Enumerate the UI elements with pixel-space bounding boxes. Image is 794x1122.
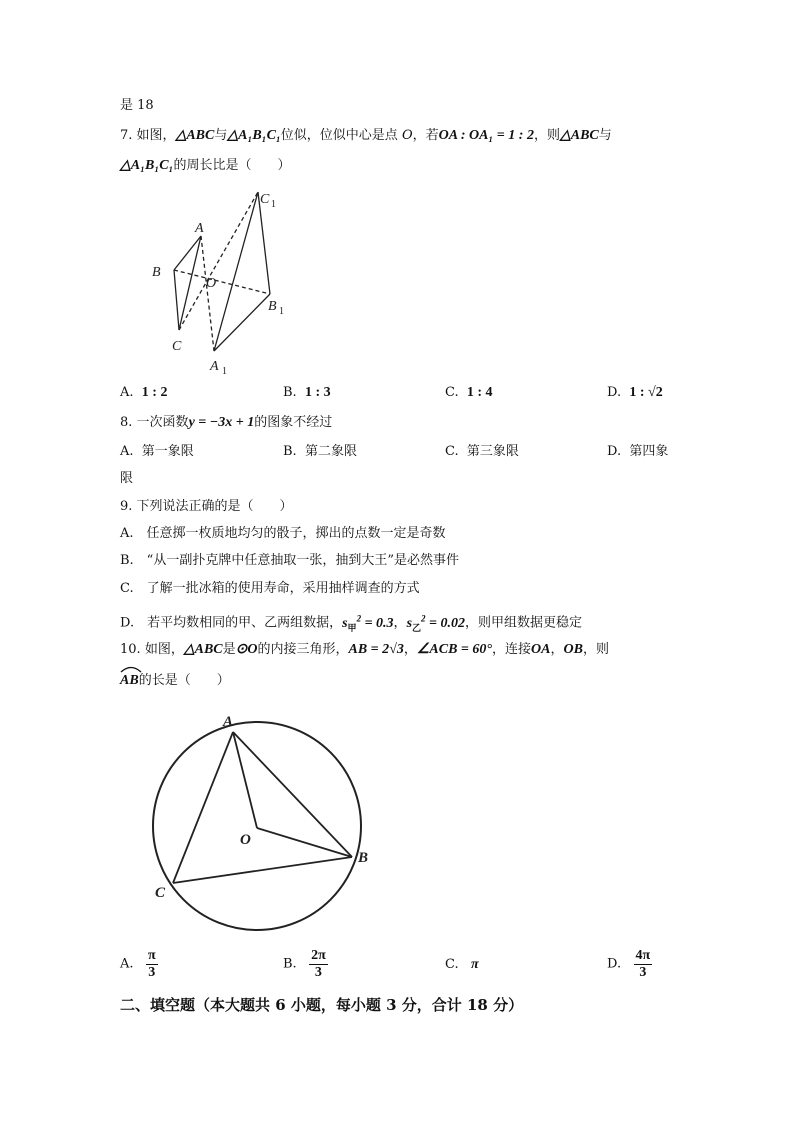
q8-option-b[interactable]	[283, 443, 357, 461]
q7-number: 7.	[120, 128, 133, 143]
label-c1-sub: 1	[271, 199, 276, 210]
label-a1-sub: 1	[222, 366, 227, 377]
triangle-a1b1c1: △A₁B₁C₁	[120, 158, 174, 173]
option-letter: D.	[607, 444, 622, 459]
variance-subscript: 乙	[412, 622, 422, 633]
triangle-abc: △ABC	[559, 128, 599, 143]
q8-number: 8.	[120, 415, 133, 430]
section-heading: 二、填空题（本大题共 6 小题，每小题 3 分，合计 18 分）	[120, 996, 524, 1014]
label-b: B	[152, 265, 161, 280]
variance-subscript: 甲	[347, 622, 357, 633]
q8-stem	[120, 414, 332, 432]
option-text: ，则甲组数据更稳定	[465, 615, 583, 631]
label-a: A	[195, 221, 204, 236]
option-fraction	[634, 948, 653, 981]
q10-number: 10.	[120, 642, 141, 657]
label-a1: A	[210, 359, 219, 374]
circle-o: ⊙O	[235, 642, 258, 657]
option-value: 第四象	[629, 444, 669, 459]
q9-option-d[interactable]	[120, 609, 582, 636]
option-letter: B.	[283, 956, 297, 972]
ab-length: AB = 2√3	[348, 642, 404, 657]
segment-ob: OB	[563, 642, 583, 657]
q10-option-a[interactable]	[120, 948, 158, 981]
q7-text: ，则	[533, 128, 560, 143]
option-letter: A.	[120, 444, 134, 459]
segment-bc	[174, 270, 179, 330]
option-letter: A.	[120, 956, 134, 972]
q10-text: 的长是（ ）	[138, 673, 230, 688]
label-o: O	[240, 832, 251, 848]
option-value: π	[471, 957, 479, 972]
variance-symbol: s	[406, 615, 413, 631]
label-b: B	[358, 850, 369, 866]
q9-option-a[interactable]: A. 任意掷一枚质地均匀的骰子，掷出的点数一定是奇数	[120, 526, 446, 541]
option-value: 1 : 2	[141, 385, 168, 400]
option-fraction	[309, 948, 328, 981]
q7-text: 与	[598, 128, 612, 143]
q10-option-c[interactable]	[445, 956, 479, 974]
angle-acb: ∠ACB = 60°	[416, 642, 492, 657]
fraction-denominator: 3	[148, 965, 156, 980]
ray-a-a1	[201, 236, 217, 351]
q7-text: 如图，	[136, 128, 176, 143]
fraction-denominator: 3	[639, 965, 647, 980]
arc-mark-icon	[120, 665, 142, 673]
option-letter: B.	[283, 385, 297, 400]
variance-superscript: 2	[356, 613, 362, 623]
arc-ab	[120, 672, 139, 690]
q7-option-a[interactable]	[120, 384, 167, 402]
triangle-a1b1c1: △A₁B₁C₁	[227, 128, 281, 143]
variance-value: = 0.02	[429, 615, 466, 631]
option-value: 1 : 4	[466, 385, 493, 400]
q8-option-c[interactable]	[445, 443, 519, 461]
option-letter: C.	[445, 385, 459, 400]
option-letter: B.	[283, 444, 297, 459]
separator: ，	[393, 615, 407, 631]
variance-symbol: s	[342, 615, 348, 631]
q7-text: 的周长比是（ ）	[173, 158, 291, 173]
label-a: A	[223, 714, 234, 730]
option-letter: C.	[445, 957, 459, 972]
option-letter: D.	[607, 956, 622, 972]
label-c: C	[172, 339, 182, 354]
q9-option-c[interactable]: C. 了解一批冰箱的使用寿命，采用抽样调查的方式	[120, 581, 420, 596]
option-text: D. 若平均数相同的甲、乙两组数据，	[120, 615, 343, 631]
q10-text: ，	[550, 642, 564, 657]
q7-stem-line2	[120, 157, 290, 175]
q8-text: 一次函数	[136, 415, 189, 430]
segment-oa	[233, 732, 257, 828]
q7-option-c[interactable]	[445, 384, 493, 402]
option-fraction	[146, 948, 158, 981]
triangle-abc: △ABC	[175, 128, 215, 143]
segment-c1a1	[214, 192, 258, 351]
q10-option-b[interactable]	[283, 948, 328, 981]
previous-answer-tail: 是 18	[120, 98, 154, 113]
segment-b1c1	[258, 192, 270, 294]
option-letter: D.	[607, 385, 622, 400]
fraction-numerator: π	[147, 948, 156, 963]
q7-text: ，若	[412, 128, 439, 143]
q7-text: 位似，位似中心是点	[280, 128, 398, 143]
label-c1: C	[260, 192, 270, 207]
q10-text: ，则	[582, 642, 609, 657]
variance-jia	[342, 613, 394, 633]
option-value: 第一象限	[141, 444, 194, 459]
ratio-expression: OA : OA₁ = 1 : 2	[438, 128, 534, 143]
q7-stem-line1	[120, 127, 612, 145]
arc-label: AB	[120, 673, 139, 688]
q8-option-a[interactable]	[120, 443, 194, 461]
q8-text: 的图象不经过	[254, 415, 333, 430]
option-value: 第二象限	[304, 444, 357, 459]
q10-stem-line1	[120, 641, 609, 659]
q7-option-b[interactable]	[283, 384, 331, 402]
fraction-numerator: 2π	[311, 948, 326, 963]
q10-text: 的内接三角形，	[257, 642, 349, 657]
q10-text: ，	[403, 642, 417, 657]
segment-oa: OA	[531, 642, 551, 657]
q7-option-d[interactable]	[607, 384, 663, 402]
q9-text: 下列说法正确的是（ ）	[136, 499, 293, 514]
variance-superscript: 2	[421, 613, 426, 623]
option-letter: C.	[445, 444, 459, 459]
q10-text: 如图，	[144, 642, 184, 657]
variance-value: = 0.3	[364, 615, 394, 631]
q9-option-b[interactable]: B. “从一副扑克牌中任意抽取一张，抽到大王”是必然事件	[120, 553, 459, 568]
q7-figure	[140, 180, 300, 380]
q7-text: 与	[214, 128, 228, 143]
linear-function-expr: y = −3x + 1	[188, 415, 255, 430]
q10-figure	[140, 700, 380, 945]
option-letter: A.	[120, 385, 134, 400]
q8-option-d-wrap: 限	[120, 471, 134, 486]
segment-bc	[173, 857, 352, 883]
center-o: O	[401, 128, 413, 143]
fraction-numerator: 4π	[635, 948, 651, 963]
variance-yi	[406, 613, 466, 633]
ray-c-c1	[179, 192, 258, 330]
q10-text: ，连接	[492, 642, 532, 657]
label-o: O	[206, 276, 217, 291]
label-b1-sub: 1	[279, 306, 284, 317]
label-c: C	[155, 885, 166, 901]
triangle-abc: △ABC	[183, 642, 223, 657]
q10-option-d[interactable]	[607, 948, 652, 981]
q10-text: 是	[222, 642, 236, 657]
option-value: 第三象限	[466, 444, 519, 459]
fraction-denominator: 3	[314, 965, 322, 980]
q9-stem	[120, 498, 293, 516]
q10-stem-line2	[120, 672, 230, 690]
option-value: 1 : √2	[629, 385, 663, 400]
option-value: 1 : 3	[304, 385, 331, 400]
label-b1: B	[268, 299, 277, 314]
q9-number: 9.	[120, 499, 133, 514]
q8-option-d[interactable]	[607, 443, 668, 461]
